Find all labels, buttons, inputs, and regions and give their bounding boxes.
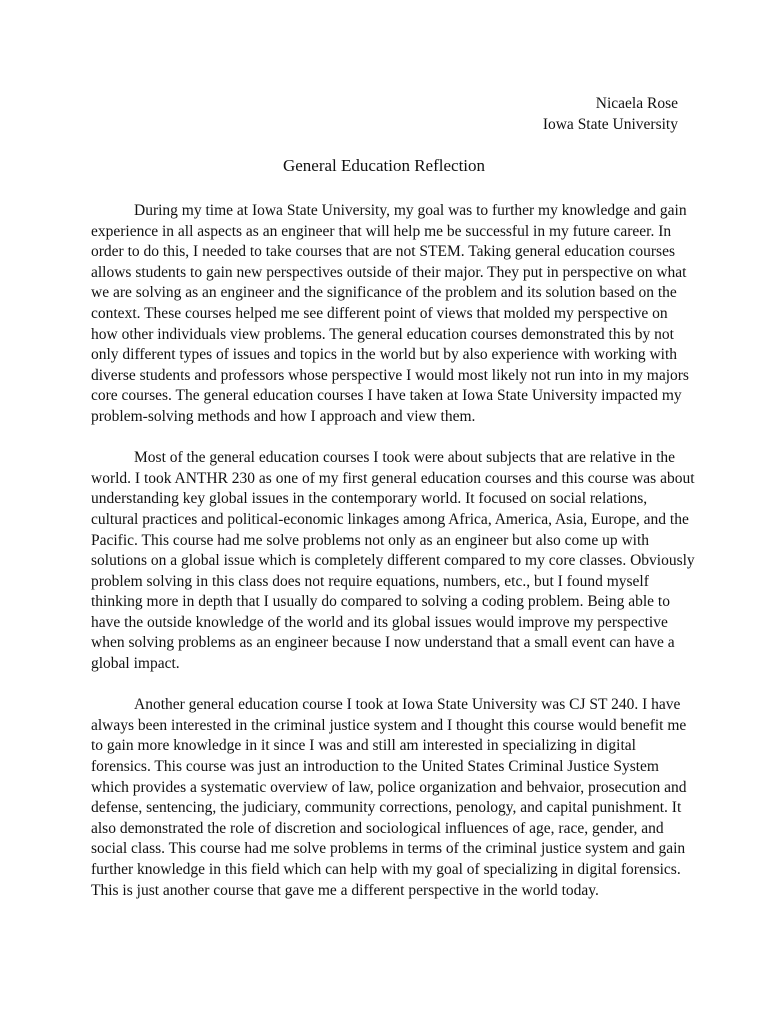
paragraph-gap [91,428,691,449]
paragraph-line: allows students to gain new perspectives outside of their major. They put in perspective on what [91,263,687,281]
paragraph-line: further knowledge in this field which can help with my goal of specializing in digital forensics. [91,861,681,878]
paragraph-line: world. I took ANTHR 230 as one of my first general education courses and this course was about [91,469,695,487]
paragraph-line: diverse students and professors whose perspective I would most likely not run into in my majors [91,366,689,384]
paragraph-line: also demonstrated the role of discretion and sociological influences of age, race, gender, and [91,819,664,837]
paragraph-line: problem solving in this class does not require equations, numbers, etc., but I found myself [91,572,649,590]
body-paragraph [91,201,691,428]
document-body [91,201,695,901]
paragraph-line: solutions on a global issue which is completely different compared to my core classes. Obviously [91,552,695,570]
author-name: Nicaela Rose [595,95,678,112]
paragraph-line: This is just another course that gave me a different perspective in the world today. [91,881,599,899]
paragraph-line: only different types of issues and topics in the world but by also experience with working with [91,346,678,364]
paragraph-line: have the outside knowledge of the world and its global issues would improve my perspective [91,613,668,631]
paragraph-line: how other individuals view problems. The general education courses demonstrated this by not [91,325,674,343]
paragraph-line: defense, sentencing, the judiciary, community corrections, penology, and capital punishment. It [91,799,682,817]
paragraph-line: Pacific. This course had me solve problems not only as an engineer but also come up with [91,531,650,549]
author-block [543,93,678,135]
paragraph-line: social class. This course had me solve problems in terms of the criminal justice system and gain [91,840,686,858]
body-paragraph [91,695,691,901]
body-paragraph [91,448,695,675]
author-institution: Iowa State University [542,116,678,133]
paragraph-line: forensics. This course was just an introduction to the United States Criminal Justice System [91,758,659,776]
paragraph-line: cultural practices and political-economic linkages among Africa, America, Asia, Europe, and the [91,510,689,528]
paragraph-line: understanding key global issues in the contemporary world. It focused on social relations, [91,490,648,508]
paragraph-line: During my time at Iowa State University, my goal was to further my knowledge and gain [134,202,687,219]
paragraph-line: experience in all aspects as an engineer that will help me be successful in my future career. In [91,222,672,240]
paragraph-gap [91,675,691,696]
paragraph-line: core courses. The general education courses I have taken at Iowa State University impacted my [91,387,682,405]
paragraph-line: thinking more in depth that I usually do compared to solving a coding problem. Being able to [91,593,670,611]
paragraph-line: problem-solving methods and how I approach and view them. [91,407,476,425]
paragraph-line: always been interested in the criminal justice system and I thought this course would benefit me [91,716,687,734]
paragraph-line: Most of the general education courses I took were about subjects that are relative in the [134,449,676,467]
paragraph-line: to gain more knowledge in it since I was and still am interested in specializing in digital [91,737,636,755]
paragraph-line: Another general education course I took at Iowa State University was CJ ST 240. I have [134,696,681,714]
paragraph-line: global impact. [91,655,180,673]
paragraph-line: order to do this, I needed to take courses that are not STEM. Taking general education courses [91,243,676,261]
document-title: General Education Reflection [282,156,486,175]
paragraph-line: context. These courses helped me see different point of views that molded my perspective on [91,304,668,322]
paragraph-line: we are solving as an engineer and the significance of the problem and its solution based on the [91,284,677,302]
paragraph-line: which provides a systematic overview of law, police organization and behvaior, prosecution and [91,778,687,796]
paragraph-line: when solving problems as an engineer because I now understand that a small event can have a [91,634,675,652]
